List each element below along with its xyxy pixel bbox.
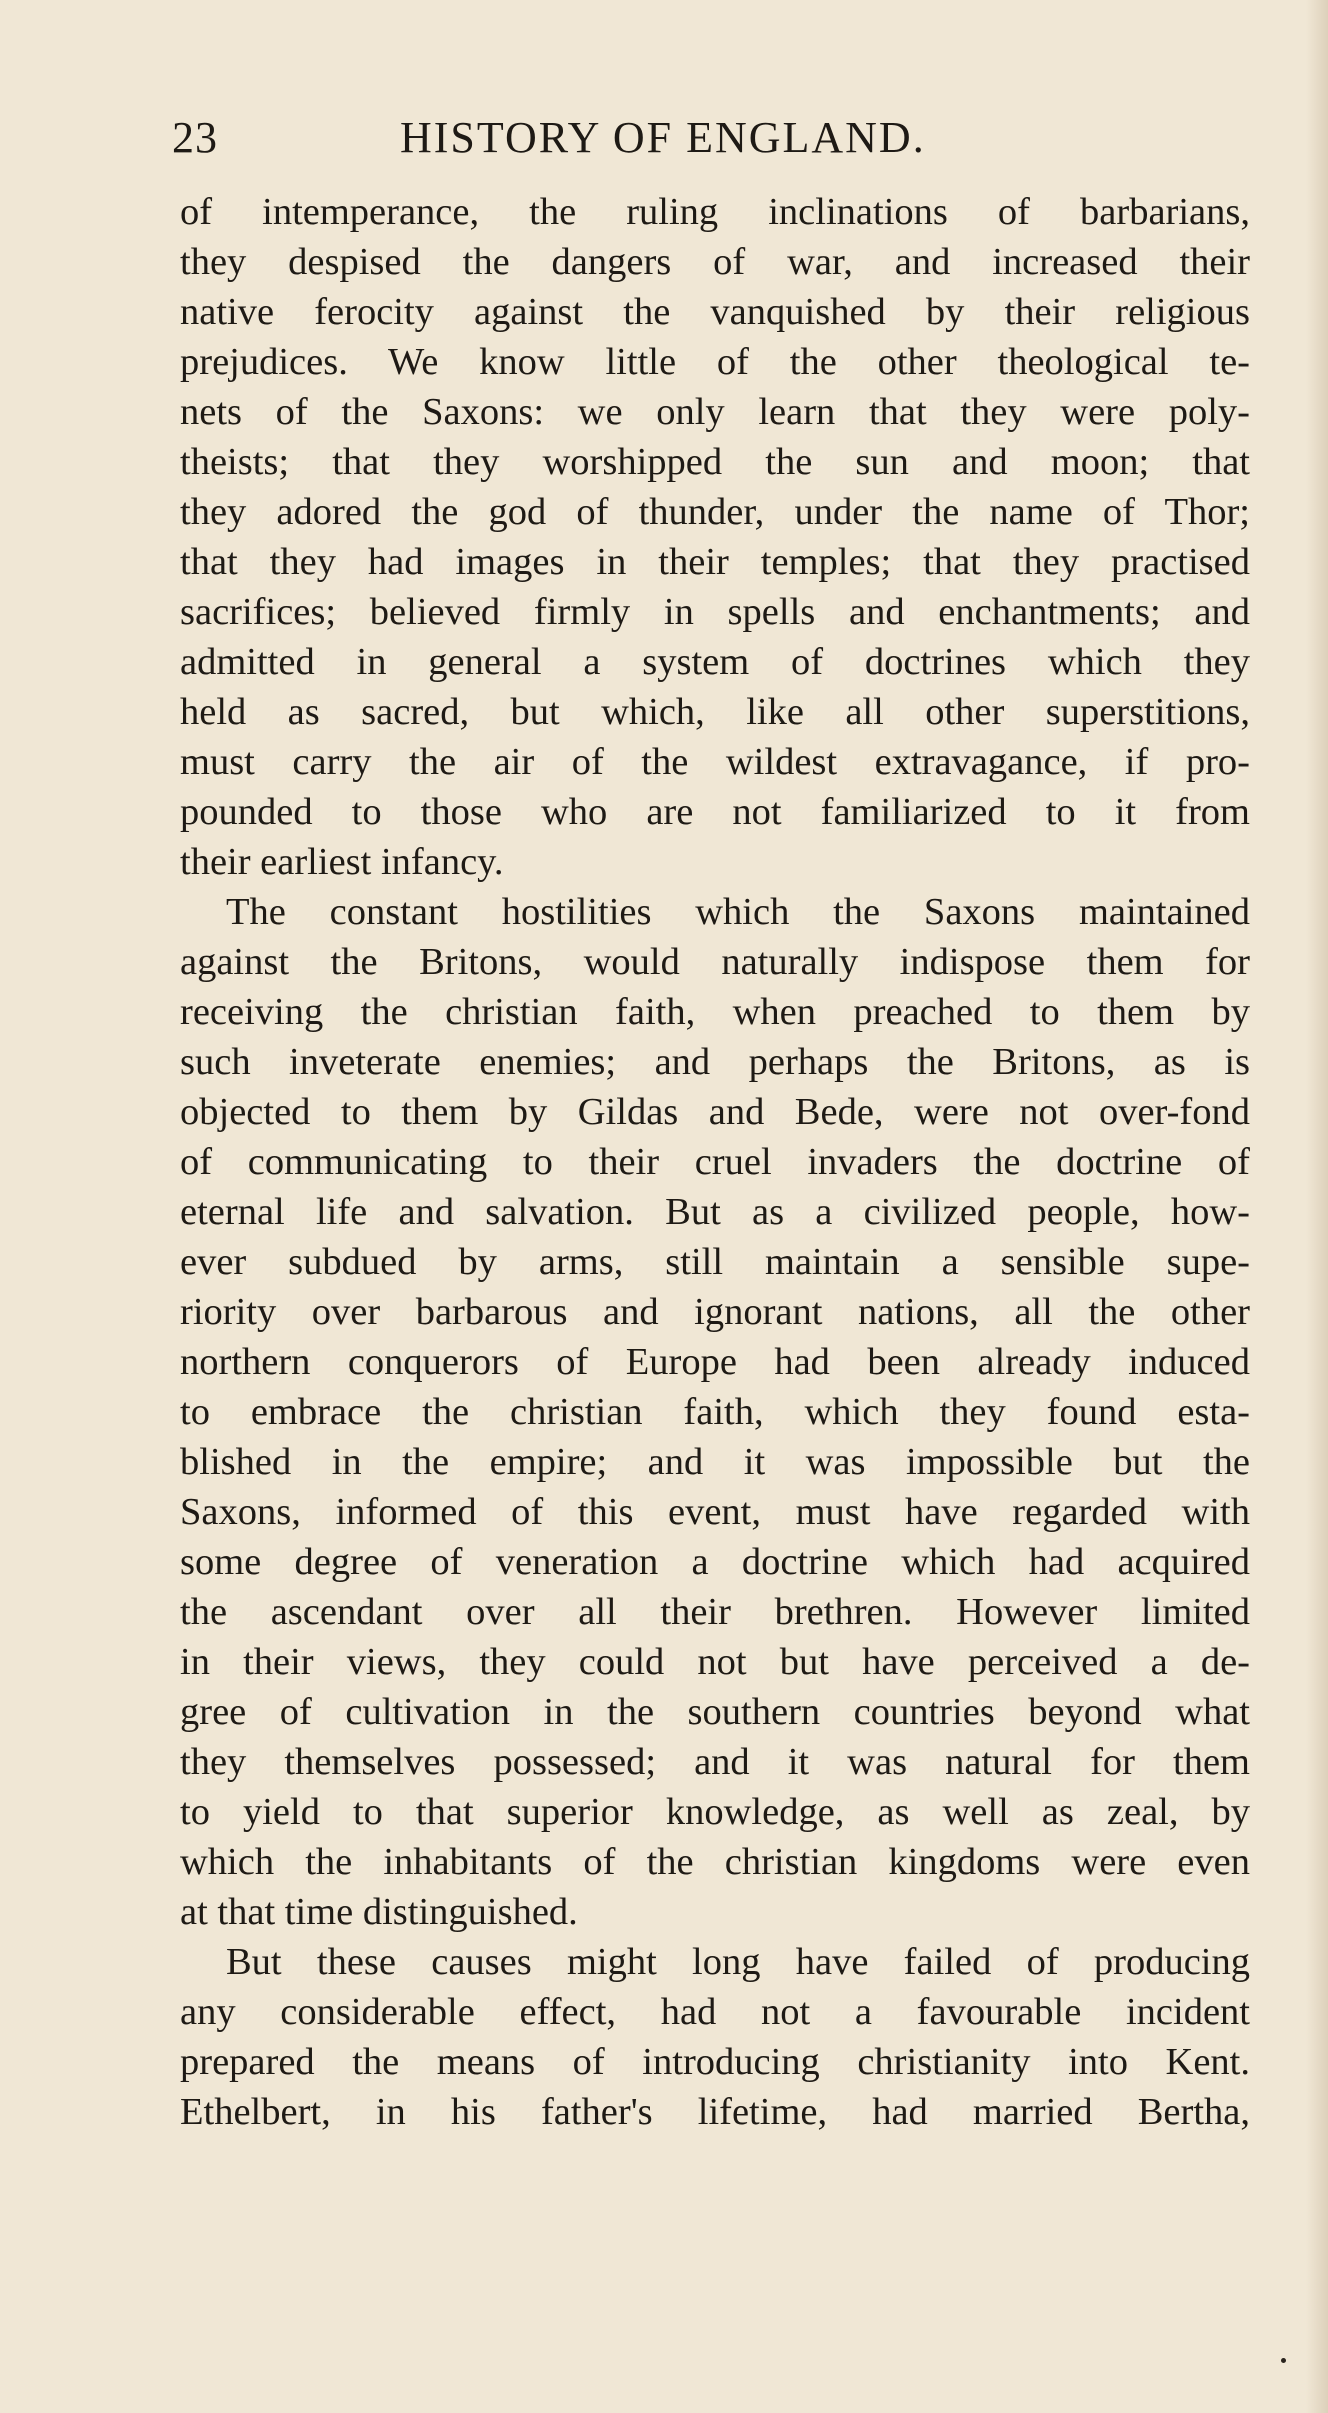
running-title: HISTORY OF ENGLAND. bbox=[400, 113, 926, 162]
running-header bbox=[0, 108, 1328, 168]
paper-speck bbox=[1281, 2358, 1286, 2363]
page-number: 23 bbox=[172, 113, 218, 162]
text-line: of communicating to their cruel invaders the doctrine of bbox=[180, 1141, 1250, 1183]
text-line: they themselves possessed; and it was natural for them bbox=[180, 1741, 1250, 1783]
text-line: admitted in general a system of doctrines which they bbox=[180, 641, 1250, 683]
text-line: riority over barbarous and ignorant nations, all the other bbox=[180, 1291, 1250, 1333]
text-line: prepared the means of introducing christianity into Kent. bbox=[180, 2041, 1250, 2083]
text-line-paragraph-start: The constant hostilities which the Saxons maintained bbox=[226, 891, 1250, 933]
text-line: of intemperance, the ruling inclinations of barbarians, bbox=[180, 191, 1250, 233]
text-line: against the Britons, would naturally indispose them for bbox=[180, 941, 1250, 983]
text-line-paragraph-start: But these causes might long have failed of producing bbox=[226, 1941, 1250, 1983]
text-line: in their views, they could not but have perceived a de- bbox=[180, 1641, 1250, 1683]
text-line: some degree of veneration a doctrine which had acquired bbox=[180, 1541, 1250, 1583]
text-line: ever subdued by arms, still maintain a sensible supe- bbox=[180, 1241, 1250, 1283]
text-line: receiving the christian faith, when preached to them by bbox=[180, 991, 1250, 1033]
text-line: to embrace the christian faith, which they found esta- bbox=[180, 1391, 1250, 1433]
text-line: sacrifices; believed firmly in spells and enchantments; and bbox=[180, 591, 1250, 633]
text-line: they adored the god of thunder, under the name of Thor; bbox=[180, 491, 1250, 533]
text-line-paragraph-end: at that time distinguished. bbox=[180, 1891, 578, 1933]
text-line: native ferocity against the vanquished by their religious bbox=[180, 291, 1250, 333]
text-line: theists; that they worshipped the sun and moon; that bbox=[180, 441, 1250, 483]
text-line: blished in the empire; and it was impossible but the bbox=[180, 1441, 1250, 1483]
text-line: gree of cultivation in the southern countries beyond what bbox=[180, 1691, 1250, 1733]
text-line: Saxons, informed of this event, must have regarded with bbox=[180, 1491, 1250, 1533]
text-line: which the inhabitants of the christian kingdoms were even bbox=[180, 1841, 1250, 1883]
page-edge-shadow bbox=[1306, 0, 1328, 2413]
text-line: to yield to that superior knowledge, as well as zeal, by bbox=[180, 1791, 1250, 1833]
text-line: eternal life and salvation. But as a civilized people, how- bbox=[180, 1191, 1250, 1233]
text-line: held as sacred, but which, like all other superstitions, bbox=[180, 691, 1250, 733]
text-line: northern conquerors of Europe had been already induced bbox=[180, 1341, 1250, 1383]
text-line-paragraph-end: their earliest infancy. bbox=[180, 841, 504, 883]
text-line: that they had images in their temples; that they practised bbox=[180, 541, 1250, 583]
text-line: objected to them by Gildas and Bede, were not over-fond bbox=[180, 1091, 1250, 1133]
text-line: nets of the Saxons: we only learn that they were poly- bbox=[180, 391, 1250, 433]
text-line: must carry the air of the wildest extravagance, if pro- bbox=[180, 741, 1250, 783]
text-line: the ascendant over all their brethren. However limited bbox=[180, 1591, 1250, 1633]
text-line: they despised the dangers of war, and increased their bbox=[180, 241, 1250, 283]
text-line: any considerable effect, had not a favourable incident bbox=[180, 1991, 1250, 2033]
text-line: such inveterate enemies; and perhaps the Britons, as is bbox=[180, 1041, 1250, 1083]
text-line: pounded to those who are not familiarized to it from bbox=[180, 791, 1250, 833]
text-line: prejudices. We know little of the other theological te- bbox=[180, 341, 1250, 383]
text-line: Ethelbert, in his father's lifetime, had married Bertha, bbox=[180, 2091, 1250, 2133]
